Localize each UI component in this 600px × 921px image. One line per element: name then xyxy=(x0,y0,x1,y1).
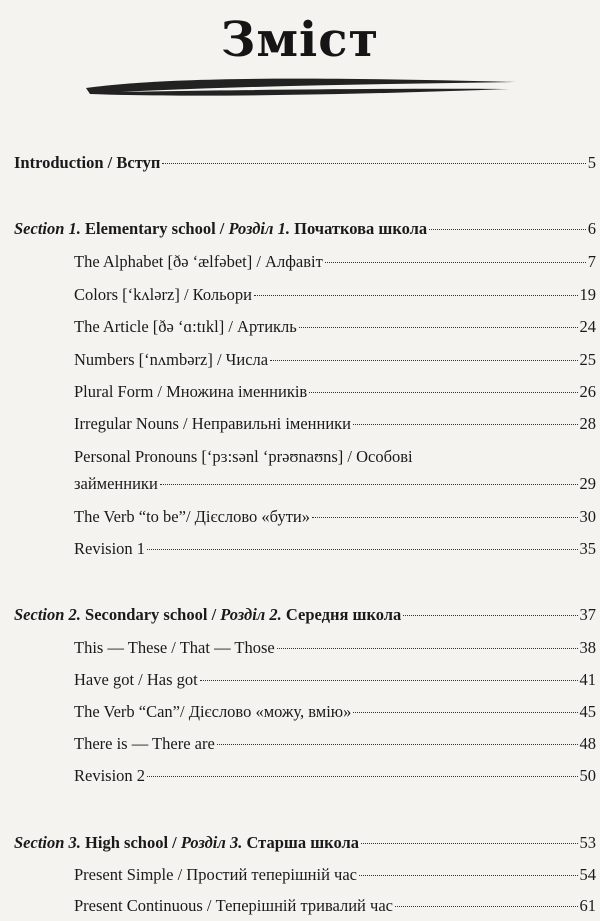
toc-item[interactable] xyxy=(74,316,596,338)
toc-entry-label: The Alphabet [ðə ‘ælfəbet] / Алфавіт xyxy=(74,252,323,271)
toc-entry-page: 26 xyxy=(579,382,596,401)
toc-entry-page: 5 xyxy=(587,153,596,172)
toc-entry-page: 30 xyxy=(579,507,596,526)
toc-item[interactable] xyxy=(74,765,596,787)
toc-item[interactable] xyxy=(74,669,596,691)
leader-dots xyxy=(403,615,577,616)
toc-entry-page: 28 xyxy=(579,414,596,433)
toc-entry-page: 7 xyxy=(587,252,596,271)
toc-entry-page: 48 xyxy=(579,734,596,753)
toc-entry-page: 41 xyxy=(579,670,596,689)
toc-entry-label: Numbers [‘nʌmbərz] / Числа xyxy=(74,350,269,369)
toc-entry-page: 25 xyxy=(579,350,596,369)
toc-entry-label: Revision 2 xyxy=(74,766,146,785)
toc-item[interactable] xyxy=(74,381,596,403)
leader-dots xyxy=(353,712,577,713)
toc-entry-page: 54 xyxy=(579,865,596,884)
toc-entry-label: Colors [‘kʌlərz] / Кольори xyxy=(74,285,252,304)
toc-item[interactable] xyxy=(74,284,596,306)
toc-entry-label: The Verb “Can”/ Дієслово «можу, вмію» xyxy=(74,702,352,721)
section-number: Section 2. xyxy=(14,605,81,624)
leader-dots xyxy=(162,163,585,164)
toc-entry-label: Plural Form / Множина іменників xyxy=(74,382,308,401)
leader-dots xyxy=(147,549,577,550)
leader-dots xyxy=(200,680,578,681)
toc-entry-introduction[interactable] xyxy=(14,152,596,174)
toc-entry-page: 50 xyxy=(579,766,596,785)
section-ua-name: Середня школа xyxy=(285,605,402,624)
toc-section-1[interactable]: Section 1. Elementary school / Розділ 1. Початкова школа 6 xyxy=(14,219,596,238)
leader-dots xyxy=(277,648,578,649)
toc-item[interactable] xyxy=(74,251,596,273)
toc-item[interactable] xyxy=(74,413,596,435)
toc-item[interactable] xyxy=(74,473,596,495)
toc-entry-page: 6 xyxy=(587,219,596,238)
toc-entry-label: Have got / Has got xyxy=(74,670,198,689)
section-ua-number: Розділ 3. xyxy=(180,833,243,852)
leader-dots xyxy=(160,484,578,485)
toc-entry-page: 53 xyxy=(579,833,596,852)
toc-section-2[interactable]: Section 2. Secondary school / Розділ 2. Середня школа 37 xyxy=(14,605,596,624)
section-number: Section 3. xyxy=(14,833,81,852)
leader-dots xyxy=(353,424,577,425)
section-ua-number: Розділ 1. xyxy=(228,219,290,238)
toc-entry-page: 45 xyxy=(579,702,596,721)
section-ua-number: Розділ 2. xyxy=(220,605,282,624)
toc-entry-label: This — These / That — Those xyxy=(74,638,275,657)
section-ua-name: Старша школа xyxy=(246,833,359,852)
toc-entry-label: Revision 1 xyxy=(74,539,146,558)
toc-item[interactable] xyxy=(74,349,596,371)
section-ua-name: Початкова школа xyxy=(294,219,428,238)
toc-entry-label: The Verb “to be”/ Дієслово «бути» xyxy=(74,507,310,526)
toc-item[interactable] xyxy=(74,538,596,560)
toc-item[interactable] xyxy=(74,637,596,659)
toc-entry-page: 35 xyxy=(579,539,596,558)
toc-entry-label: Present Continuous / Теперішній тривалий час xyxy=(74,896,393,915)
toc-entry-label: Present Simple / Простий теперішній час xyxy=(74,865,357,884)
section-name: High school xyxy=(85,833,169,852)
toc-section-3[interactable]: Section 3. High school / Розділ 3. Старша школа 53 xyxy=(14,833,596,852)
leader-dots xyxy=(217,744,578,745)
toc-entry-label: There is — There are xyxy=(74,734,215,753)
toc-entry-page: 29 xyxy=(579,474,596,493)
leader-dots xyxy=(361,843,578,844)
toc-item[interactable] xyxy=(74,506,596,528)
toc-item[interactable] xyxy=(74,733,596,755)
toc-entry-page: 19 xyxy=(579,285,596,304)
leader-dots xyxy=(359,875,578,876)
leader-dots xyxy=(254,295,578,296)
toc-entry-label: Introduction / Вступ xyxy=(14,153,161,172)
toc-item[interactable] xyxy=(74,864,596,886)
toc-entry-page: 38 xyxy=(579,638,596,657)
toc-entry-page: 61 xyxy=(579,896,596,915)
toc-entry-label: The Article [ðə ‘ɑ:tɪkl] / Артикль xyxy=(74,317,297,336)
toc-item[interactable] xyxy=(74,701,596,723)
toc-entry-label-line1[interactable]: Personal Pronouns [‘pɜ:sənl ‘prəʊnaʊns] / Особові xyxy=(74,447,413,466)
leader-dots xyxy=(309,392,577,393)
section-number: Section 1. xyxy=(14,219,81,238)
leader-dots xyxy=(395,906,578,907)
leader-dots xyxy=(270,360,577,361)
leader-dots xyxy=(299,327,578,328)
toc-item[interactable] xyxy=(74,895,596,917)
toc-entry-page: 37 xyxy=(579,605,596,624)
page-title: Зміст xyxy=(220,12,380,68)
leader-dots xyxy=(325,262,586,263)
section-name: Elementary school xyxy=(85,219,216,238)
leader-dots xyxy=(429,229,586,230)
leader-dots xyxy=(147,776,577,777)
toc-entry-page: 24 xyxy=(579,317,596,336)
leader-dots xyxy=(312,517,578,518)
toc-entry-label: Irregular Nouns / Неправильні іменники xyxy=(74,414,352,433)
toc-entry-label-line2: займенники xyxy=(74,474,158,493)
section-name: Secondary school xyxy=(85,605,208,624)
